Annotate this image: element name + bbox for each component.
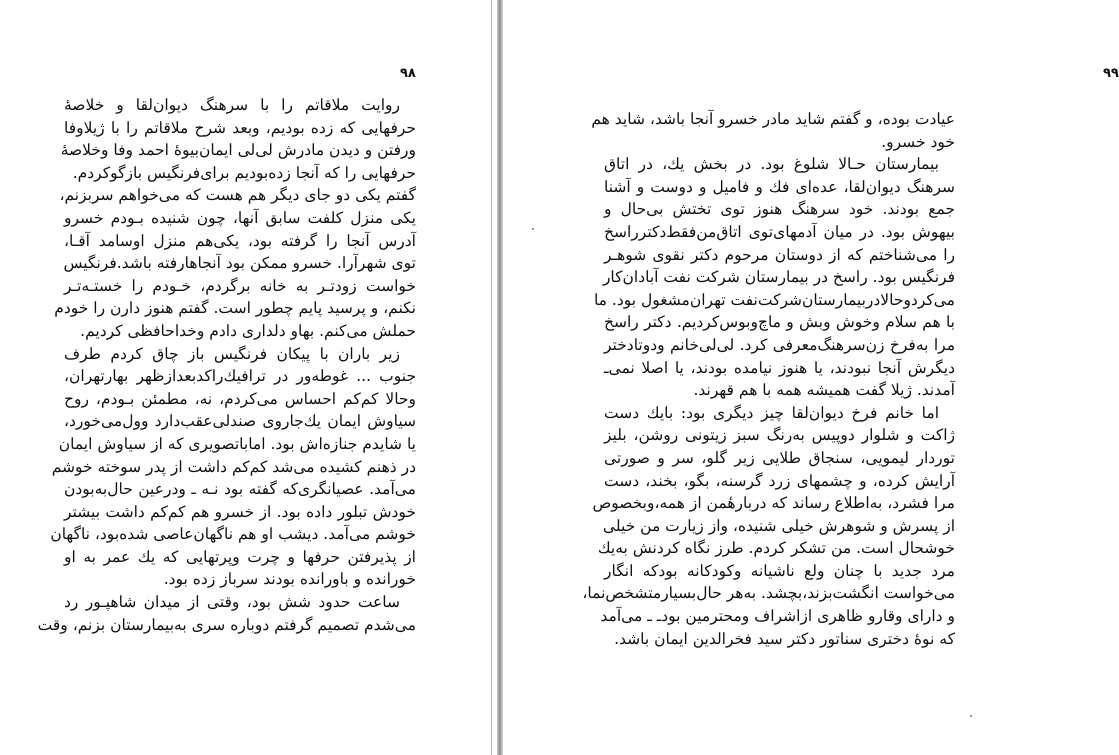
text-line: حملش می‌کنم. بهاو دلداری دادم وخداحافظی کردیم. [80,321,416,340]
text-line: بیمارستان حـالا شلوغ بود. در بخش یك، در اتاق [604,155,939,174]
text-line: یا شایدم جنازه‌اش بود. امابا‌تصویری که از سیاوش ایمان [58,434,416,453]
right-page [503,0,1119,755]
text-line: ورفتن و دیدن مادرش لی‌لی ایمان‌بیوهٔ احمد وفا وخلاصهٔ [60,141,416,160]
text-line: جنوب ... غوطه‌ور در ترافیك‌راکدبعدازظهر بهارتهران، [64,367,416,386]
text-line: ساعت حدود شش بود، وقتی از میدان شاهپـور رد [64,593,400,612]
text-line: زیر باران با پیکان فرنگیس باز چاق کردم طرف [64,344,400,363]
text-line: از پسرش و شوهرش خیلی شنیده، واز زیارت من خیلی [602,516,955,535]
text-line: حرفهایی که زده بودیم، وبعد شرح ملاقاتم را با ژیلاوفا [64,118,416,137]
text-line: سرهنگ دیوان‌لقا، عده‌ای فك و فامیل و دوست و آشنا [604,177,955,196]
text-line: نکنم، و پرسید پایم چطور است. گفتم هنوز دارن را خودم [54,299,416,318]
text-line: می‌آمد. عصیانگری‌که گفته بود نـه ـ ودرعین حال‌به‌بودن [64,480,416,499]
text-line: از پذیرفتن حرفها و چرت وپرتهایی که یك عمر به او [64,547,416,566]
page-number-right: ۹۹ [1103,66,1119,81]
text-line: فرنگیس بود. راسخ در بیمارستان شرکت نفت آبادان‌کار [602,268,955,287]
text-line: آرایش کرده، و چشمهای زرد گرسنه، بگو، بخند، دست [604,471,955,490]
text-line: وحالا کم‌کم احساس می‌کردم، نه، مطمئن بـودم، روح [64,389,416,408]
text-line: می‌خواست انگشت‌بزند،بچشد. بەهر حال‌بسیارمتشخص‌نما، [582,584,955,603]
text-line: را می‌شناختم که از دوستان مرحوم دکتر نقوی شوهـر [604,245,955,264]
text-line: خورانده و باورانده بودند سرباز زده بود. [163,570,416,589]
left-page [0,0,497,755]
text-line: آمدند. ژیلا گفت همیشه همه با هم قهرند. [693,381,955,400]
text-line: اما خانم فرخ دیوان‌لقا چیز دیگری بود: بایك دست [604,403,939,422]
text-line: توی شهرآرا. خسرو ممکن بود آنجاهارفته باشد.فرنگیس [63,254,416,273]
text-line: سیاوش ایمان یك‌جاروی صندلی‌عقب‌دارد وول‌می‌خورد، [64,412,416,431]
text-line: مرا فشرد، بەاطلاع رساند که دربارهٔمن از همه،وبخصوص [592,494,955,513]
text-line: و دارای وقارو ظاهری ازاشراف ومحترمین بودـ ـ می‌آمد [600,607,955,626]
text-line: گفتم یکی دو جای دیگر هم هست که می‌خواهم سربزنم، [59,186,416,205]
paper-speck [970,715,972,717]
page-number-left: ۹۸ [400,66,416,81]
text-line: دیگرش آنجا نبودند، یا هنوز نیامده بودند، یا اصلا نمی‌ـ [604,358,955,377]
text-line: یکی منزل کلفت سابق آنها، چون شنیده بـودم خسرو [64,208,416,227]
right-page-text [582,108,955,650]
left-page-text [37,94,416,636]
text-line: می‌کردوحالادربیمارستان‌شرکت‌نفت تهران‌مشغول بود. ما [593,290,955,309]
text-line: حرفهایی را که آنجا زده‌بودیم برای‌فرنگیس بازگوکردم. [72,163,416,182]
text-line: جمع بودند. خود سرهنگ هنوز توی تختش بی‌حال و [604,200,955,219]
text-line: در ذهنم کشیده می‌شد کم‌کم داشت از پدر سوخته خوشم [51,457,416,476]
text-line: خوشحال است. من تشکر کردم. طرز نگاه کردنش بەیك [597,539,955,558]
gutter-shadow-line [491,0,492,755]
text-line: روایت ملاقاتم را با سرهنگ دیوان‌لقا و خلاصهٔ [64,96,400,114]
text-line: بیهوش بود. در میان آدمهای‌توی اتاق‌من‌فقط‌دکترراسخ [604,222,955,241]
text-line: توردار لیمویی، سنجاق طلایی زیر گلو، سر و صورتی [604,448,955,467]
text-line: آدرس آنجا را گرفته بود، یکی‌هم منزل اوسامد آقـا، [64,231,416,250]
text-line: عیادت بوده، و گفتم شاید مادر خسرو آنجا باشد، شاید هم [591,110,955,128]
text-line: خوشم می‌آمد. دیشب او هم ناگهان‌عاصی شده‌بود، ناگهان [50,525,416,544]
text-line: مرا بەفرخ زن‌سرهنگ‌معرفی کرد. لی‌لی‌خانم ودوتادختر [604,335,955,354]
text-line: که نوهٔ دختری سناتور دکتر سید فخرالدین ایمان باشد. [614,629,955,648]
text-line: خودش تبلور داده بود. از خسرو هم کم‌کم داشت بیشتر [64,502,416,521]
text-line: می‌شدم تصمیم گرفتم دوباره سری به‌بیمارستان بزنم، وقت [37,615,416,634]
paper-speck [532,228,534,230]
text-line: مرد جدید با چنان ولع ناشیانه وکودکانه بودکه انگار [604,561,955,580]
text-line: با هم سلام وخوش وبش و ماچ‌وبوس‌کردیم. دکتر راسخ [604,313,955,332]
text-line: خود خسرو. [881,132,955,151]
text-line: ژاکت و شلوار دوپیس بەرنگ سبز زیتونی روشن، بلیز [604,426,955,445]
text-line: خواست زودتـر به خانه برگردم، خـودم را خستـه‌تـر [64,276,416,295]
